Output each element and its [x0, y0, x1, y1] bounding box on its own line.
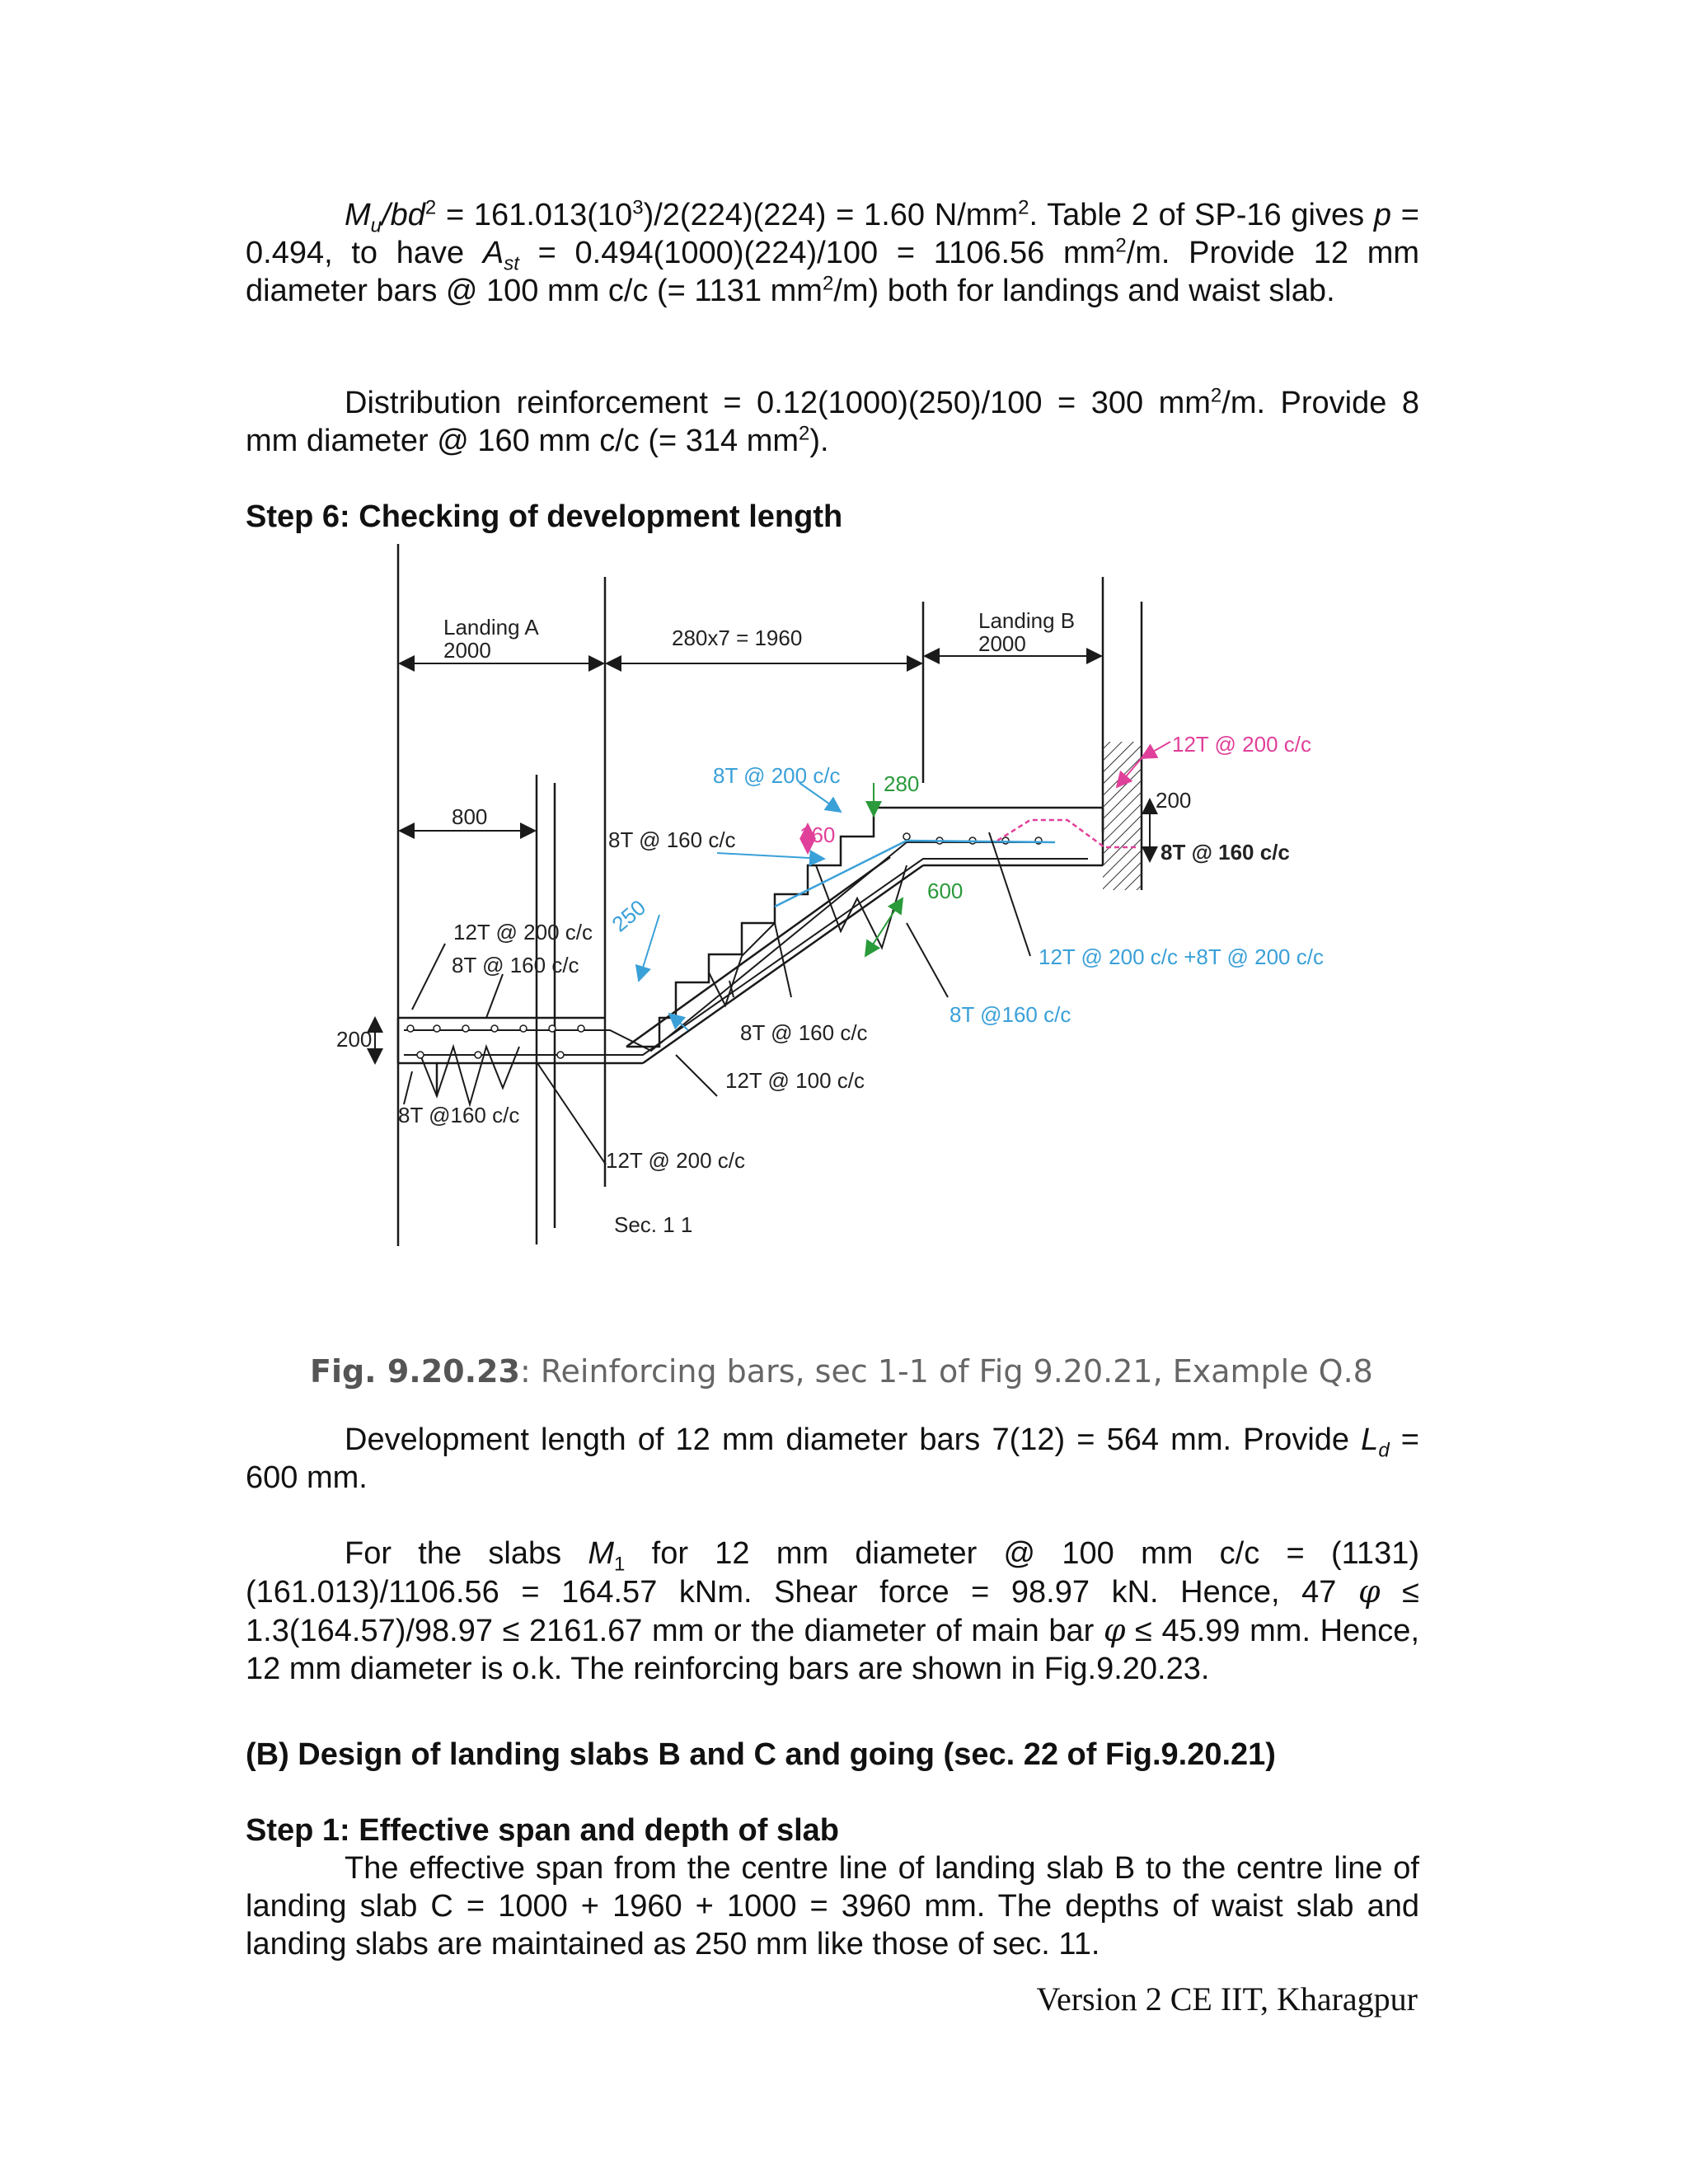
text-run: = 161.013(10 [436, 198, 633, 232]
paragraph-effective-span: The effective span from the centre line of landing slab B to the centre line of landing slab C = 1000 + 1960 + 1000 = 3960 mm. The depths of waist slab and landing slabs are maintained as 250 mm like those of sec. 11. [246, 1851, 1419, 1961]
symbol-phi: φ [1357, 1573, 1381, 1610]
superscript: 2 [424, 196, 437, 219]
label-160: 160 [799, 823, 836, 847]
text-run: = 0.494(1000)(224)/100 = 1106.56 mm [518, 236, 1116, 270]
subscript-1: 1 [614, 1553, 626, 1576]
symbol-p: p [1373, 198, 1392, 232]
label-12t-200-8t-200: 12T @ 200 c/c +8T @ 200 c/c [1039, 944, 1324, 969]
label-section: Sec. 1 1 [614, 1212, 693, 1237]
superscript: 3 [632, 196, 644, 219]
label-8t-160-c: 8T @160 c/c [950, 1002, 1071, 1027]
label-800: 800 [452, 804, 488, 829]
green-leaders [865, 783, 903, 956]
step1-heading: Step 1: Effective span and depth of slab [246, 1813, 840, 1848]
label-8t-160-bold: 8T @ 160 c/c [1160, 840, 1290, 865]
subscript-st: st [504, 252, 519, 275]
subscript-u: u [370, 214, 382, 237]
label-600: 600 [927, 879, 964, 903]
page-footer: Version 2 CE IIT, Kharagpur [1036, 1980, 1418, 2018]
label-8t-200: 8T @ 200 c/c [713, 763, 841, 788]
figure-caption [310, 1353, 1381, 1390]
text-run: /m. Provide 12 mm diameter bars @ 100 mm c/c (= 1131 mm [246, 236, 1420, 308]
superscript: 2 [1018, 196, 1029, 219]
label-8t-160-e: 8T @160 c/c [398, 1103, 520, 1127]
label-landing-a: Landing A [443, 615, 539, 640]
label-landing-b: Landing B [978, 608, 1076, 633]
text-run: ≤ 1.3(164.57)/98.97 ≤ 2161.67 mm or the diameter of main bar [246, 1575, 1419, 1648]
caption-number: Fig. 9.20.23 [310, 1353, 520, 1390]
blue-leaders [639, 783, 841, 1030]
text-run: For the slabs [345, 1536, 588, 1571]
reinforcement-figure [313, 536, 1343, 1261]
section-b-heading: (B) Design of landing slabs B and C and going (sec. 22 of Fig.9.20.21) [246, 1737, 1276, 1772]
text-run: Development length of 12 mm diameter bars 7(12) = 564 mm. Provide [345, 1422, 1362, 1457]
text-run: for 12 mm diameter @ 100 mm c/c = (1131)(161.013)/1106.56 = 164.57 kNm. Shear force = 98.97 kN. Hence, 47 [246, 1536, 1419, 1610]
label-12t-100: 12T @ 100 c/c [725, 1068, 865, 1093]
label-landing-b-dim: 2000 [978, 631, 1026, 656]
superscript: 2 [799, 422, 810, 445]
text-run: ). [809, 424, 829, 458]
label-280: 280 [884, 771, 920, 796]
paragraph-distribution-reinforcement [246, 384, 1419, 460]
subscript-d: d [1378, 1439, 1390, 1462]
superscript: 2 [822, 272, 834, 295]
step6-heading: Step 6: Checking of development length [246, 499, 843, 534]
text-run: )/2(224)(224) = 1.60 N/mm [643, 198, 1019, 232]
text-run: /m. Provide 8 mm diameter @ 160 mm c/c (= 314 mm [246, 386, 1419, 458]
blue-rebar [775, 841, 1055, 907]
label-200-left: 200 [336, 1027, 373, 1052]
symbol-phi: φ [1103, 1612, 1126, 1648]
label-landing-a-dim: 2000 [443, 638, 491, 663]
paragraph-development-length [246, 1421, 1419, 1497]
symbol-bd: /bd [382, 198, 425, 232]
label-8t-160-a: 8T @ 160 c/c [608, 827, 736, 852]
superscript: 2 [1210, 384, 1222, 407]
label-12t-200-top: 12T @ 200 c/c [1172, 732, 1311, 757]
caption-text: : Reinforcing bars, sec 1-1 of Fig 9.20.21, Example Q.8 [519, 1353, 1373, 1390]
label-250: 250 [607, 894, 651, 937]
label-8t-160-d: 8T @ 160 c/c [740, 1020, 868, 1045]
label-going-dim: 280x7 = 1960 [672, 626, 803, 650]
symbol-a: A [482, 236, 504, 270]
text-run: = 0.494, to have [246, 198, 1420, 270]
text-run: /m) both for landings and waist slab. [833, 274, 1335, 308]
label-8t-160-b: 8T @ 160 c/c [452, 953, 579, 977]
label-12t-200-left: 12T @ 200 c/c [453, 920, 593, 944]
symbol-m: M [345, 198, 371, 232]
text-run: . Table 2 of SP-16 gives [1029, 198, 1374, 232]
paragraph-slab-check [246, 1535, 1419, 1688]
label-200-right: 200 [1156, 788, 1192, 813]
symbol-m1: M [588, 1536, 615, 1571]
label-12t-200-bottom: 12T @ 200 c/c [606, 1148, 745, 1173]
text-run: Distribution reinforcement = 0.12(1000)(250)/100 = 300 mm [345, 386, 1211, 420]
text-run: ≤ 45.99 mm. Hence, 12 mm diameter is o.k. The reinforcing bars are shown in Fig.9.20.23. [246, 1614, 1419, 1686]
paragraph-moment-calculation [246, 196, 1419, 310]
symbol-l: L [1361, 1422, 1379, 1457]
superscript: 2 [1115, 234, 1127, 257]
text-run: = 600 mm. [246, 1422, 1420, 1495]
bar-dots [407, 833, 1042, 1058]
